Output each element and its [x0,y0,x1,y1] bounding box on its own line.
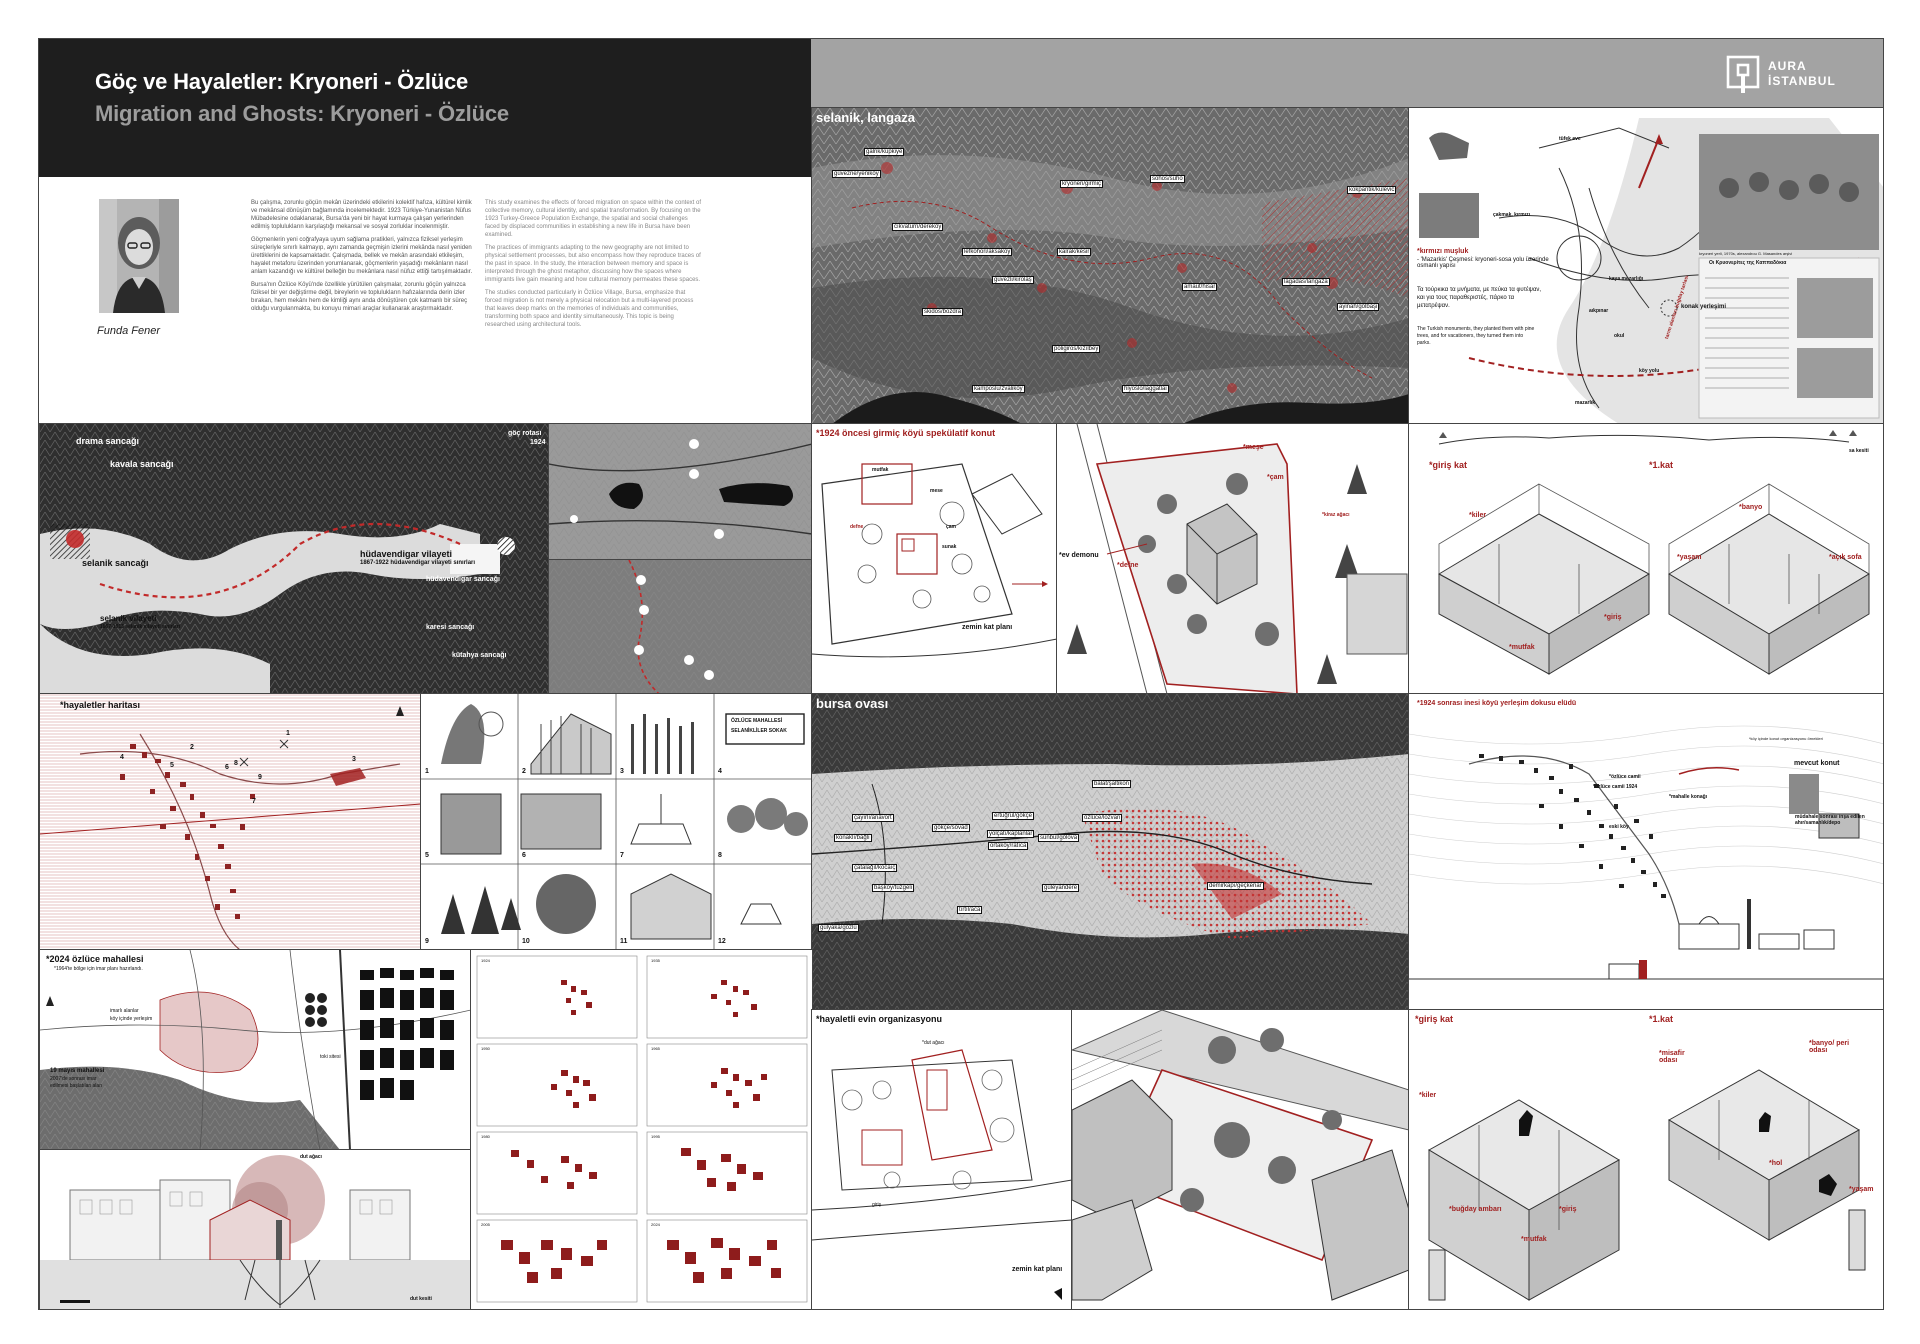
ghost-cell-number: 4 [718,768,722,775]
selanik-label: galrik/küpkiye [866,149,903,155]
iso1-scale: sa kesiti [1849,448,1869,454]
hayalet-number: 9 [258,774,262,781]
iso2-label: *kiler [1419,1092,1437,1099]
ghost-cell-number: 3 [620,768,624,775]
dut-tree-section [40,1150,471,1310]
panel-speculative-plan [811,423,1058,695]
cesme-caption-red: *kırmızı muşluk [1417,248,1469,255]
hayaletli-label: *dut ağacı [922,1040,945,1046]
greek-poem: Τα τούρκικα τα μνήματα, με πεύκα τα φυτέψαν, και για τους παραθεριστές, πάρκο τα μετατρέψαν. [1417,287,1542,309]
ozluce-2024-title: *2024 özlüce mahallesi [46,954,144,964]
bursa-label: demirkapı/geçkenar [1209,883,1262,889]
ozluce-label: edilmesi başlatılan alan [50,1083,102,1089]
bursa-map-title: bursa ovası [816,696,889,711]
ozluce-label: *1964'te bölge için imar planı hazırlandı. [54,966,143,972]
ozluce-label: köy içinde yerleşim [110,1016,153,1022]
spec-axo-label: *kiraz ağacı [1322,512,1350,518]
hayalet-number: 3 [352,756,356,763]
iso2-label: *banyo/ peri odası [1809,1040,1850,1054]
iso2-label: *buğday ambarı [1449,1206,1502,1213]
selanik-label: güvezne/yeniköy [834,171,879,177]
bursa-label: tırtıl/aca [959,907,981,913]
goc-map-title-1: göç rotası [508,430,542,437]
inesi-label: *özlüce camii [1609,774,1641,780]
village-label: aıkpınar [1589,308,1609,314]
goc-label: karesi sancağı [426,624,475,631]
ghost-map-drawing [40,694,421,950]
logo-line-1: AURA [1768,59,1807,73]
iso1-label: *mutfak [1509,644,1535,651]
sequence-year: 1924 [481,958,490,963]
selanik-label: skidos/bozdra [924,309,962,315]
photo-caption: kryoneri yerli, 1970s, alexandrou G. Masandes arşivi [1699,251,1793,256]
ghost-cell-number: 5 [425,852,429,859]
title-english: Migration and Ghosts: Kryoneri - Özlüce [95,101,509,126]
panel-bursa-map [811,693,1410,1011]
selanik-label: kalrak/kesir [1059,249,1090,255]
bursa-label: başköy/tüzgeli [874,885,913,891]
panel-village-map [1408,107,1884,425]
sequence-year: 1965 [651,1046,660,1051]
ghost-cell-number: 8 [718,852,722,859]
presentation-board [38,38,1884,1310]
bursa-label: yolçatı/kaplanlar [989,831,1033,837]
goc-label: hüdavendigar sancağı [426,576,500,583]
spec-label: zemin kat planı [962,624,1013,631]
inesi-label: *mahalle konağı [1669,794,1708,800]
newspaper-title: Οι Κρυονερίτες της Καππαδόκια [1709,260,1787,266]
bursa-label: gökçe/sövad [934,825,968,831]
hayalet-number: 6 [225,764,229,771]
village-label: tarım alanları buğday tarlası [1664,274,1691,340]
panel-isometric-2 [1408,1009,1884,1310]
hayalet-number: 4 [120,754,124,761]
iso2-label: *yaşam [1849,1186,1874,1193]
selanik-map-title: selanik, langaza [816,110,915,125]
ghost-cell-number: 10 [522,938,530,945]
bursa-label: özlüce/lozvan [1084,815,1121,821]
iso1-label: *kiler [1469,512,1487,519]
spec-label: sunak [942,544,957,550]
goc-map-title-2: 1924 [530,439,546,446]
spec-plan-title: *1924 öncesi girmiç köyü spekülatif konut [816,428,996,438]
haunted-house-axonometric [1072,1010,1409,1310]
iso1-floor-1: *giriş kat [1429,460,1468,470]
ozluce-label: 19 mayıs mahallesi [50,1068,105,1074]
selanik-label: kokpantik/kulevic [1349,187,1395,193]
bursa-label: güleyandere [1044,885,1078,891]
village-label: köy yolu [1639,368,1660,374]
goc-label: hüdavendigar vilayeti [360,549,453,559]
goc-label: 1867-1913 selanik vilayeti sınırları [100,624,181,630]
hayaletli-ev-title: *hayaletli evin organizasyonu [816,1014,943,1024]
bursa-label: ortaköy/ratıca [990,843,1027,849]
spec-axo-label: *çam [1267,474,1284,481]
intro-text-english [485,199,701,329]
spec-label: mese [930,488,943,494]
ozluce-label: imarlı alanlar [110,1008,139,1014]
selanik-label: kryoneri/girmiç [1062,181,1102,187]
inesi-plan-title: *1924 sonrası inesi köyü yerleşim dokusu elüdü [1417,700,1577,707]
village-label: konak yerleşimi [1681,304,1727,310]
iso2-label: *giriş [1559,1206,1577,1213]
ghost-cell-number: 11 [620,938,628,945]
selanik-label: lefkohori/aksakoy [964,249,1011,255]
bursa-label: çatalağıl/kocaıç [854,865,896,871]
author-name: Funda Fener [97,325,160,337]
author-portrait [99,199,179,313]
selanik-label: ayinah/gölbaşi [1339,304,1378,310]
selanik-label: cıkvaturn/dereköy [894,224,942,230]
iso2-floor-2: *1.kat [1649,1014,1674,1024]
ghost-cell-number: 9 [425,938,429,945]
goc-label: selanik vilayeti [100,614,157,623]
bursa-label: konaklı/bağlı [836,835,870,841]
speculative-site-plan [812,424,1057,694]
selanik-label: hiyoslo/laggatlai [1124,386,1167,392]
sequence-year: 1995 [651,1134,660,1139]
panel-isometric-1 [1408,423,1884,695]
ghost-cell-number: 12 [718,938,726,945]
panel-small-map-top [548,423,813,561]
cesme-caption: - 'Mazarkis' Çeşmesi: kryoneri-sosa yolu üzerinde osmanlı yapısı [1417,257,1549,269]
village-label: tüfek eve [1559,136,1581,142]
intro-en-p2: The practices of immigrants adapting to the new geography are not limited to physical settlement processes, but also encompass how they reproduce traces of the past in space. In the study, the interaction between memory and space is interpreted through the ghost metaphor, discussing how the spaces where immigrants live gain meaning and how cultural memory permeates these spaces. [485,245,701,283]
spec-label: defne [850,524,864,530]
route-detail-map-2 [549,560,812,694]
settlement-sequence [471,950,812,1310]
portrait-image [99,199,179,313]
sequence-year: 2024 [651,1222,660,1227]
iso2-label: *hol [1769,1160,1783,1167]
goc-label: 1867-1922 hüdavendigar vilayeti sınırları [360,560,476,566]
bursa-label: gülyaka/gözlü [820,925,857,931]
logo-mark-icon [1726,55,1762,93]
iso1-label: *açık sofa [1829,554,1862,561]
house-isometric-1 [1409,424,1884,694]
street-sign-line-1: ÖZLÜCE MAHALLESİ [731,718,783,724]
intro-en-p3: The studies conducted particularly in Özlüce Village, Bursa, emphasize that forced migration is not merely a physical relocation but a multi-layered process that leaves deep marks on the memories of individuals and communities, transforming both space and identity simultaneously. This topic is being researched using architectural tools. [485,290,694,328]
route-detail-map [549,424,812,560]
goc-label: kütahya sancağı [452,652,507,659]
bursa-label: sünbul/gölova [1040,835,1078,841]
inesi-settlement-plan [1409,694,1884,1010]
panel-inesi-plan [1408,693,1884,1011]
ghost-cell-number: 1 [425,768,429,775]
village-label: kaya mezarlığı [1609,276,1644,282]
spec-label: çam [946,524,957,530]
aura-istanbul-logo [1726,55,1866,95]
speculative-axonometric [1057,424,1409,694]
goc-label: selanik sancağı [82,558,149,568]
iso2-floor-1: *giriş kat [1415,1014,1454,1024]
selanik-label: sohos/suho [1152,176,1183,182]
sequence-year: 1980 [481,1134,490,1139]
hayalet-number: 5 [170,762,174,769]
bursa-label: balat/şaltikon [1094,781,1130,787]
intro-text-turkish [251,199,477,313]
iso2-label: *misafir odası [1659,1050,1685,1064]
selanik-label: kamposlu/zvaliköy [974,386,1023,392]
inesi-label: *köy içinde konut organizasyonu örnekleri [1749,736,1823,741]
village-label: okul [1614,333,1625,339]
intro-tr-p2: Göçmenlerin yeni coğrafyaya uyum sağlama pratikleri, yalnızca fiziksel yerleşim süreçleriyle sınırlı kalmayıp, aynı zamanda geçmişin izlerini mekânda nasıl yeniden ürettiklerini de kapsamaktadır. Çalışmada, bellek ve mekân arasındaki etkileşim, hayalet metaforu üzerinden yorumlanarak, göçmenlerin yaşadığı mekânların nasıl anlam kazandığı ve kültürel belleğin bu mekânlara nasıl nüfuz ettiği tartışılmaktadır. [251,237,473,275]
iso1-floor-2: *1.kat [1649,460,1674,470]
iso1-label: *giriş [1604,614,1622,621]
haunted-house-plan [812,1010,1072,1310]
sequence-year: 2005 [481,1222,490,1227]
inesi-label: *özlüce camii 1924 [1593,784,1638,790]
ghost-cell-number: 2 [522,768,526,775]
village-label: çakmak, kırmızı [1493,212,1530,218]
panel-hayaletli-ev-plan [811,1009,1073,1310]
ozluce-label: toki sitesi [320,1054,341,1060]
spec-axo-label: *ev demonu [1059,552,1099,559]
spec-label: mutfak [872,467,889,473]
panel-hayaletli-ev-axo [1071,1009,1410,1310]
ghost-cell-number: 7 [620,852,624,859]
ghost-cell-number: 6 [522,852,526,859]
hayalet-number: 7 [252,798,256,805]
house-isometric-2 [1409,1010,1884,1310]
panel-dut-section [39,1149,472,1310]
panel-small-map-bottom [548,559,813,695]
goc-label: drama sancağı [76,436,140,446]
village-label: mazarlık [1575,400,1596,406]
inesi-label: mevcut konut [1794,760,1840,767]
inesi-label: eski köy [1609,824,1629,830]
hayalet-number: 2 [190,744,194,751]
iso1-label: *yaşam [1677,554,1702,561]
selanik-label: amaut/hisar [1184,284,1216,290]
panel-sequence [470,949,813,1310]
selanik-label: guvezli/kirolaş [994,277,1032,283]
inesi-label: müdahale sonrası inşa edilen ahır/samanlık/depo [1795,814,1865,826]
panel-goc-map [39,423,550,695]
hayalet-number: 1 [286,730,290,737]
spec-axo-label: *meşe [1243,444,1264,451]
hayaletli-label: giriş [872,1202,882,1208]
logo-line-2: İSTANBUL [1768,74,1836,88]
panel-hayalet-map [39,693,422,951]
panel-ozluce-2024 [39,949,472,1151]
dut-label: dut ağacı [300,1154,322,1160]
header-grey-band [811,39,1883,107]
bursa-label: ertuğrul/gökçe [994,813,1033,819]
title-turkish: Göç ve Hayaletler: Kryoneri - Özlüce [95,69,469,94]
hayalet-map-title: *hayaletler haritası [60,700,141,710]
panel-selanik-map [811,107,1410,425]
intro-tr-p3: Bursa'nın Özlüce Köyü'nde özellikle yürütülen çalışmalar, zorunlu göçün yalnızca fiziksel bir yer değiştirme değil, bireylerin ve toplulukların hafızalarında derin izler bırakan, hem mekânı hem de kimliği aynı anda dönüştüren çok katmanlı bir süreç olduğu vurgulanmakta, bu konuyu mimari araçlar kullanarak araştırmaktadır. [251,282,468,312]
street-sign-line-2: SELANİKLİLER SOKAK [731,728,787,734]
sequence-year: 1950 [481,1046,490,1051]
panel-ghost-grid [420,693,813,951]
intro-tr-p1: Bu çalışma, zorunlu göçün mekân üzerindeki etkilerini kolektif hafıza, kültürel kimlik ve mekânsal dönüşüm bağlamında incelemektedir. 1923 Türkiye-Yunanistan Nüfus Mübadelesine odaklanarak, Bursa'da yeni bir hayat kurmaya çalışan yerlerinden edilmiş toplulukların karşılaştığı mekansal ve sosyal zorluklar incelenmiştir. [251,200,472,230]
ozluce-label: 2007'de sonrası imar [50,1076,97,1082]
hayaletli-label: zemin kat planı [1012,1266,1063,1273]
panel-speculative-axo [1056,423,1410,695]
goc-label: kavala sancağı [110,459,174,469]
bursa-label: çayırlı/anavort [854,815,892,821]
english-poem: The Turkish monuments, they planted them with pine trees, and for vacationers, they turned them into parks. [1417,326,1535,346]
bursa-plain-map [812,694,1409,1010]
iso1-label: *banyo [1739,504,1763,511]
hayalet-number: 8 [234,760,238,767]
spec-axo-label: *defne [1117,562,1139,569]
selanik-label: poligiros/kızılbey [1054,346,1099,352]
selanik-label: lagadas/langaza [1284,279,1328,285]
ozluce-2024-map [40,950,471,1150]
sequence-year: 1935 [651,958,660,963]
dut-label: dut kesiti [410,1296,432,1302]
iso2-label: *mutfak [1521,1236,1547,1243]
intro-en-p1: This study examines the effects of forced migration on space within the context of collective memory, cultural identity, and spatial transformation. By focusing on the 1923 Turkey-Greece Population Exchange, the spatial and social challenges faced by displaced communities in establishing a new life in Bursa have been examined. [485,200,702,238]
